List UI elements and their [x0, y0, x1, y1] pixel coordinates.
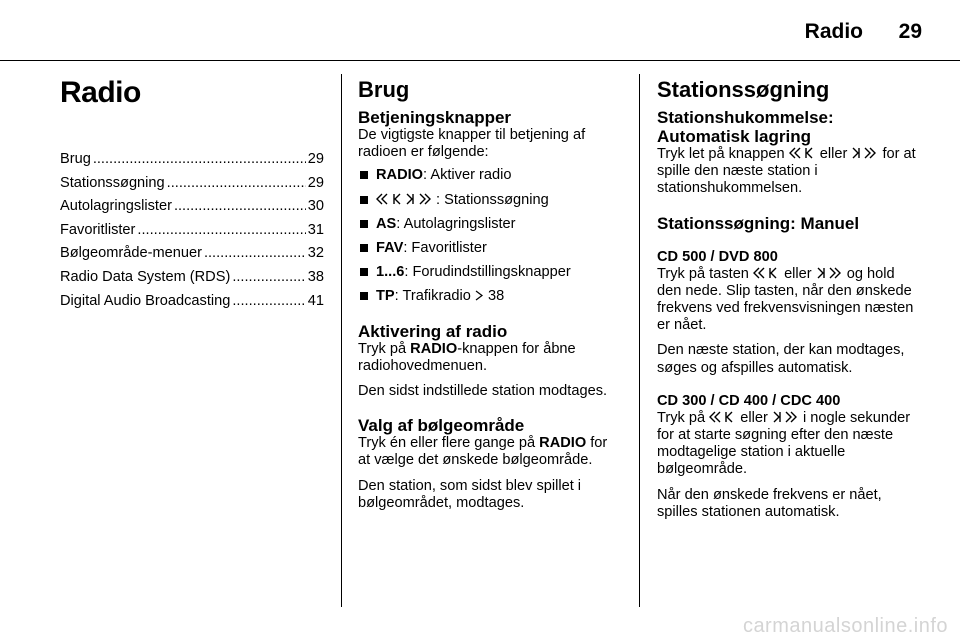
brug-column: [358, 78, 620, 512]
activation-text-2: Den sidst indstillede station modtages.: [358, 383, 608, 400]
bullet-square-icon: [360, 220, 368, 228]
cd500-text: Tryk på tasten eller og hold den nede. Slip tasten, når den ønskede frekvens ved frekvensvisningen næsten er nået.: [657, 265, 914, 334]
list-item: 1...6: Forudindstillingsknapper: [358, 264, 620, 281]
seek-buttons-icon: [376, 193, 436, 205]
page-reference-arrow-icon: [475, 290, 484, 301]
toc-column: [60, 78, 324, 313]
toc-item[interactable]: Autolagringslister ..... 30: [60, 195, 324, 219]
list-item: FAV: Favoritlister: [358, 240, 620, 257]
cd300-heading: CD 300 / CD 400 / CDC 400: [657, 392, 841, 409]
band-text-2: Den station, som sidst blev spillet i bølgeområdet, modtages.: [358, 477, 582, 511]
bullet-square-icon: [360, 171, 368, 179]
search-column: [657, 78, 923, 521]
list-item: RADIO: Aktiver radio: [358, 167, 620, 184]
seek-back-icon: [753, 267, 780, 279]
cd300-text: Tryk på eller i nogle sekunder for at starte søgning efter den næste modtagelige station i aktuelle bølgeområde.: [657, 409, 911, 478]
toc-item[interactable]: Stationssøgning ..... 29: [60, 172, 324, 196]
cd500-heading: CD 500 / DVD 800: [657, 248, 778, 265]
section-title-search: Stationssøgning: [657, 77, 830, 102]
list-item: TP: Trafikradio 38: [358, 288, 620, 305]
toc-list: [60, 148, 324, 313]
toc-item[interactable]: Radio Data System (RDS) ..... 38: [60, 266, 324, 290]
list-item: AS: Autolagringslister: [358, 216, 620, 233]
seek-forward-icon: [772, 411, 799, 423]
header-title: Radio: [804, 20, 863, 43]
band-heading: Valg af bølgeområde: [358, 416, 525, 436]
list-item: : Stationssøgning: [358, 192, 620, 209]
controls-intro: De vigtigste knapper til betjening af radioen er følgende:: [358, 127, 586, 161]
activation-text: Tryk på RADIO-knappen for åbne radiohovedmenuen.: [358, 340, 576, 374]
toc-item[interactable]: Brug ..... 29: [60, 148, 324, 172]
bullet-square-icon: [360, 268, 368, 276]
controls-heading: Betjeningsknapper: [358, 108, 512, 127]
seek-back-icon: [709, 411, 736, 423]
band-text: Tryk én eller flere gange på RADIO for at vælge det ønskede bølgeområde.: [358, 435, 608, 469]
column-divider: [639, 74, 640, 607]
page-number: 29: [898, 20, 922, 43]
header-rule: [0, 60, 960, 61]
bullet-square-icon: [360, 292, 368, 300]
toc-item[interactable]: Digital Audio Broadcasting ..... 41: [60, 290, 324, 314]
manual-heading: Stationssøgning: Manuel: [657, 213, 860, 233]
auto-text: Tryk let på knappen eller for at spille den næste station i stationshukommelsen.: [657, 146, 916, 197]
column-divider: [341, 74, 342, 607]
seek-forward-icon: [816, 267, 843, 279]
section-title-brug: Brug: [358, 77, 410, 102]
toc-item[interactable]: Favoritlister ..... 31: [60, 219, 324, 243]
auto-heading: Stationshukommelse: Automatisk lagring: [657, 108, 834, 146]
seek-forward-icon: [851, 147, 878, 159]
cd500-text-2: Den næste station, der kan modtages, søges og afspilles automatisk.: [657, 342, 905, 376]
page-reference[interactable]: 38: [488, 288, 505, 305]
bullet-square-icon: [360, 196, 368, 204]
watermark: carmanualsonline.info: [742, 615, 948, 637]
chapter-title: Radio: [60, 76, 141, 109]
activation-heading: Aktivering af radio: [358, 321, 508, 341]
toc-item[interactable]: Bølgeområde-menuer ..... 32: [60, 242, 324, 266]
seek-back-icon: [789, 147, 816, 159]
bullet-square-icon: [360, 244, 368, 252]
cd300-text-2: Når den ønskede frekvens er nået, spilles stationen automatisk.: [657, 486, 882, 520]
controls-list: [358, 167, 620, 305]
